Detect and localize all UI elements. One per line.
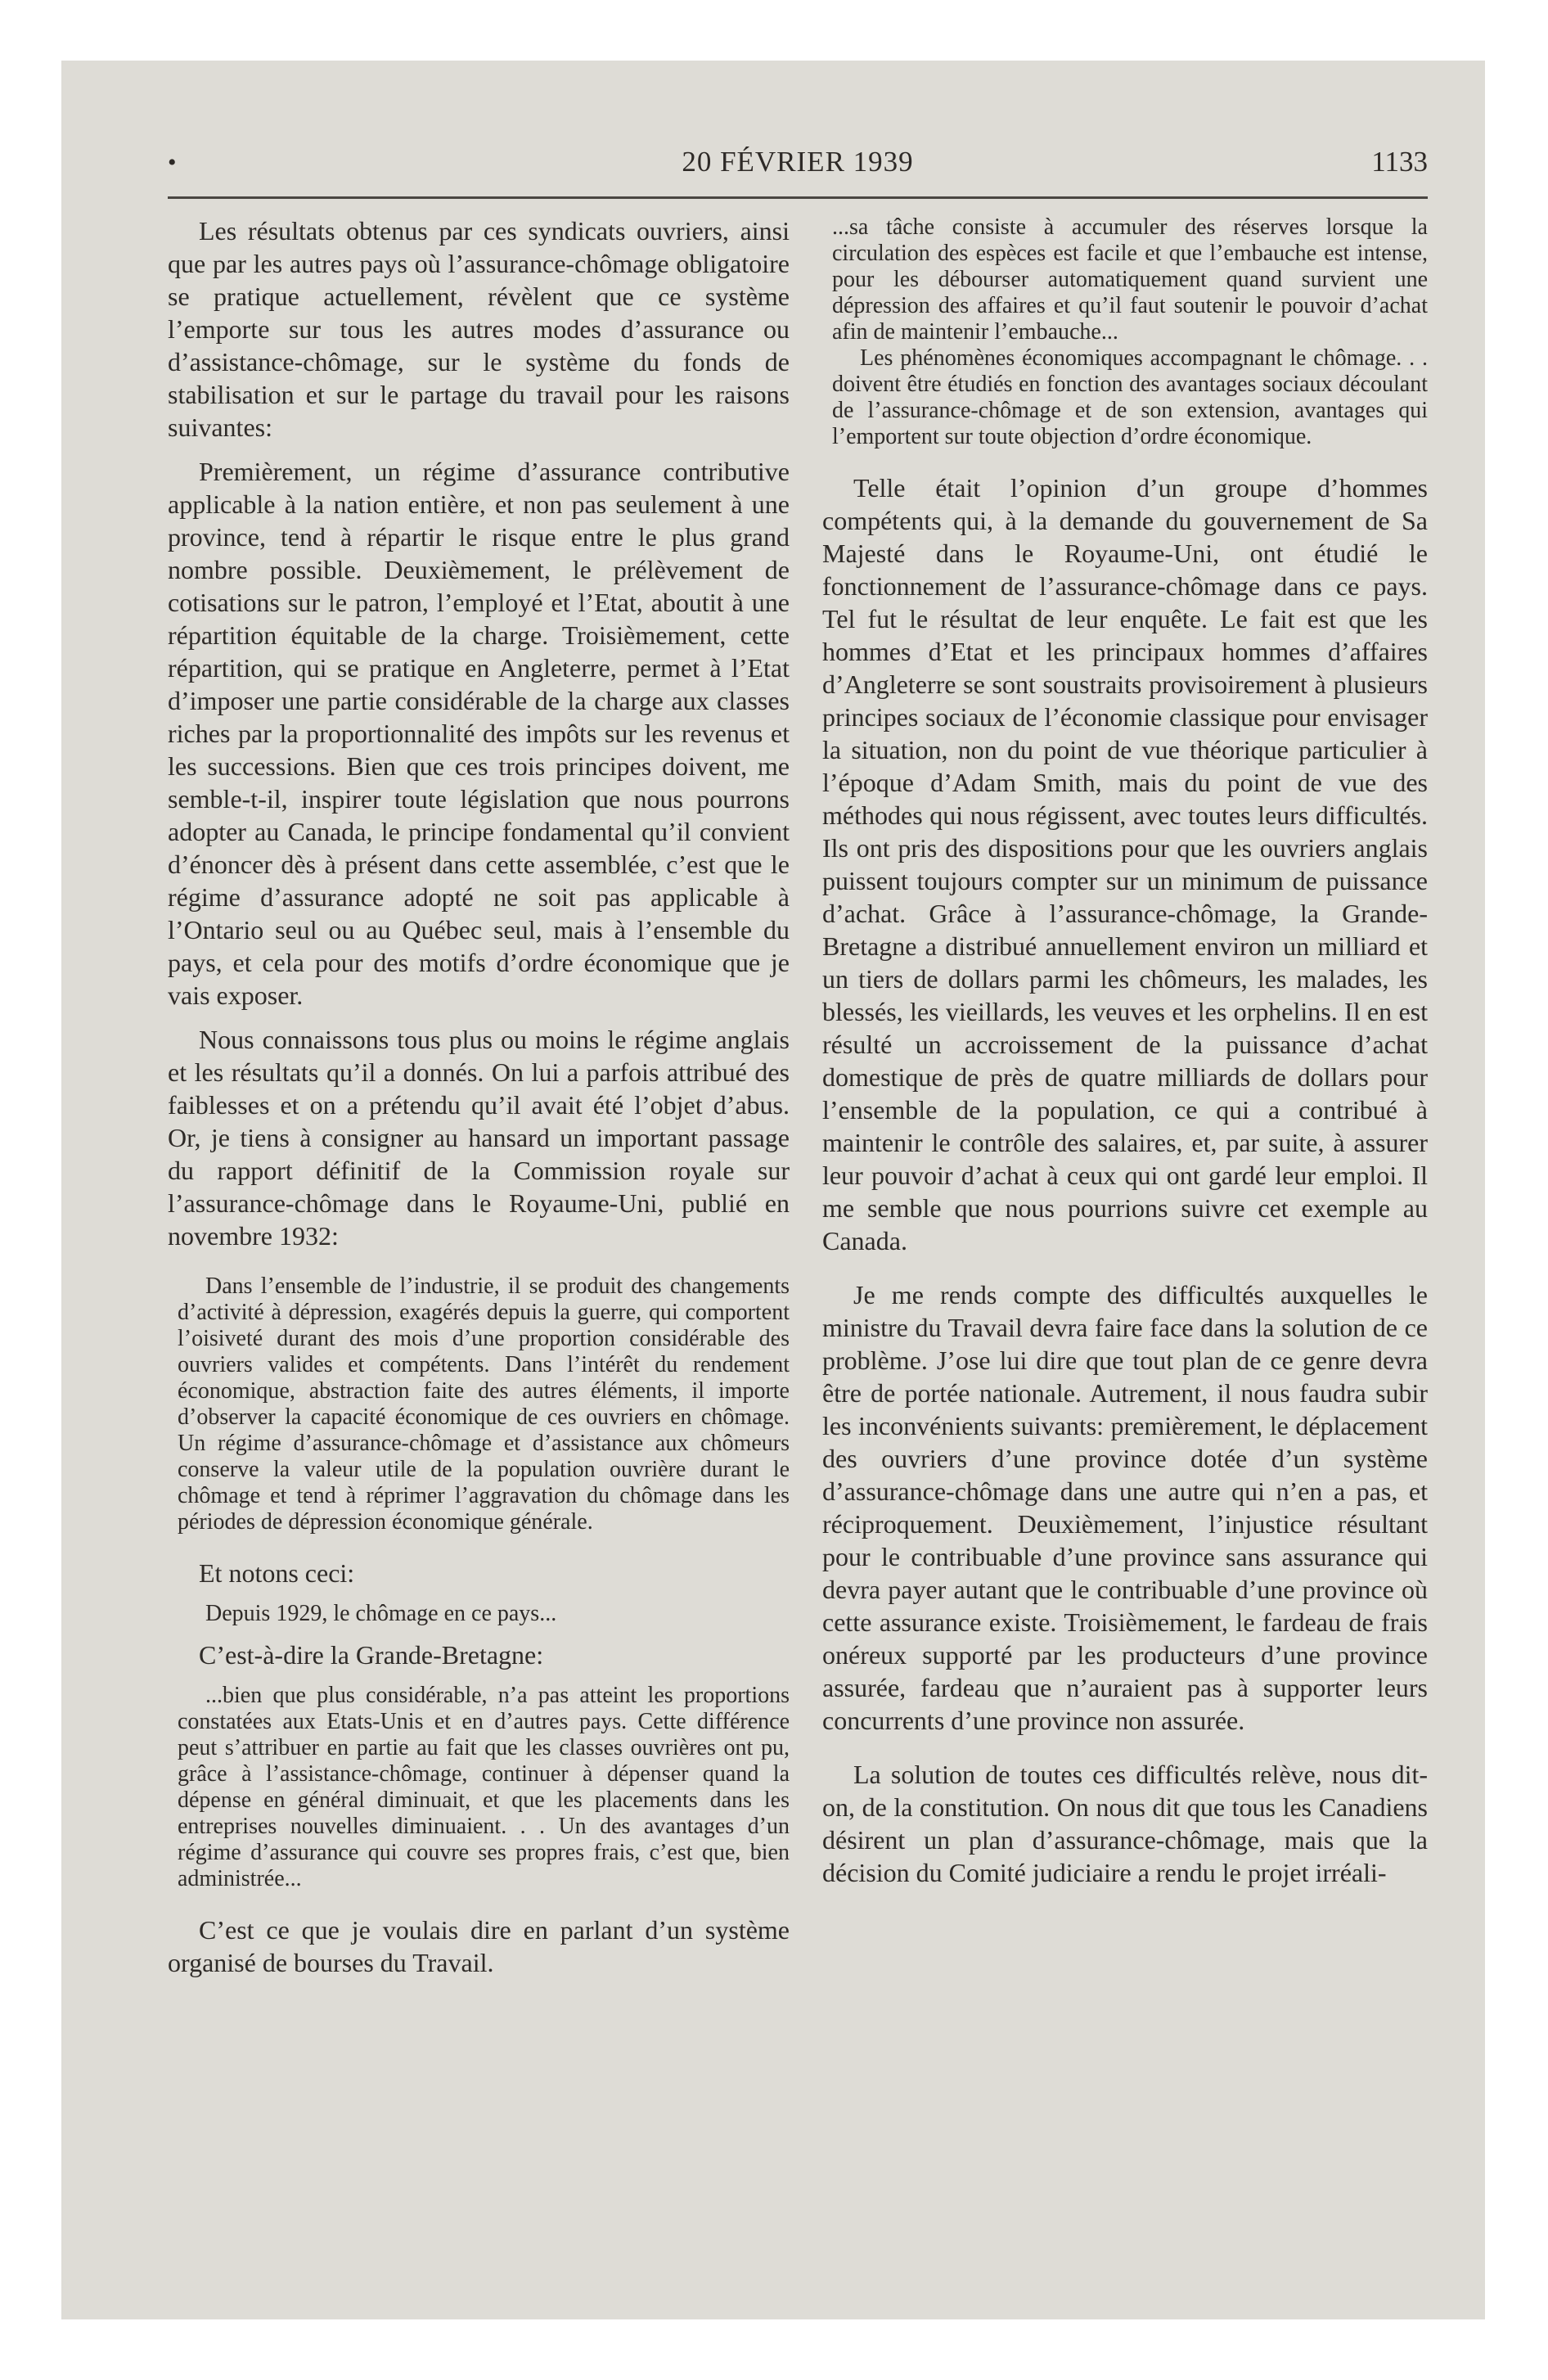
paragraph: Nous connaissons tous plus ou moins le régime anglais et les résultats qu’il a donnés. On lui a parfois attribué des faiblesses et on a prétendu qu’il avait été l’objet d’abus. Or, je tiens à consigner au hansard un important passage du rapport définitif de la Commission royale sur l’assurance-chômage dans le Royaume-Uni, publié en novembre 1932: <box>168 1025 790 1251</box>
page-number: 1133 <box>1371 146 1428 178</box>
right-column <box>822 214 1428 1889</box>
paragraph: C’est-à-dire la Grande-Bretagne: <box>199 1640 544 1670</box>
quoted-passage: Dans l’ensemble de l’industrie, il se produit des changements d’activité à dépression, exagérés depuis la guerre, qui comportent l’oisiveté durant des mois d’une proportion considérable des ouvriers valides et compétents. Dans l’intérêt du rendement économique, abstraction faite des autres éléments, il importe d’observer la capacité économique de ces ouvriers en chômage. Un régime d’assurance-chômage et d’assistance aux chômeurs conserve la valeur utile de la population ouvrière durant le chômage et tend à réprimer l’aggravation du chômage dans les périodes de dépression économique générale. <box>178 1273 790 1535</box>
paragraph: Premièrement, un régime d’assurance contributive applicable à la nation entière, et non pas seulement à une province, tend à répartir le risque entre le plus grand nombre possible. Deuxièmement, le prélèvement de cotisations sur le patron, l’employé et l’Etat, aboutit à une répartition équitable de la charge. Troisièmement, cette répartition, qui se pratique en Angleterre, permet à l’Etat d’imposer une partie considérable de la charge aux classes riches par la proportionnalité des impôts sur les revenus et les successions. Bien que ces trois principes doivent, me semble-t-il, inspirer toute législation que nous pourrons adopter au Canada, le principe fondamental qu’il convient d’énoncer dès à présent dans cette assemblée, c’est que le régime d’assurance adopté ne soit pas applicable à l’Ontario seul ou au Québec seul, mais à l’ensemble du pays, et cela pour des motifs d’ordre économique que je vais exposer. <box>168 457 790 1010</box>
quoted-passage: Depuis 1929, le chômage en ce pays... <box>205 1601 557 1626</box>
page-header <box>168 146 1428 187</box>
paragraph: Telle était l’opinion d’un groupe d’hommes compétents qui, à la demande du gouvernement de Sa Majesté dans le Royaume-Uni, ont étudié le fonctionnement de l’assurance-chômage dans ce pays. Tel fut le résultat de leur enquête. Le fait est que les hommes d’Etat et les principaux hommes d’affaires d’Angleterre se sont soustraits provisoirement à plusieurs principes sociaux de l’économie classique pour envisager la situation, non du point de vue théorique particulier à l’époque d’Adam Smith, mais du point de vue des méthodes qui nous régissent, avec toutes leurs difficultés. Ils ont pris des dispositions pour que les ouvriers anglais puissent toujours compter sur un minimum de puissance d’achat. Grâce à l’assurance-chômage, la Grande-Bretagne a distribué annuellement environ un milliard et un tiers de dollars parmi les chômeurs, les malades, les blessés, les vieillards, les veuves et les orphelins. Il en est résulté un accroissement de la puissance d’achat domestique de près de quatre milliards de dollars pour l’ensemble de la population, ce qui a contribué à maintenir le contrôle des salaires, et, par suite, à assurer leur pouvoir d’achat à ceux qui ont gardé leur emploi. Il me semble que nous pourrions suivre cet exemple au Canada. <box>822 473 1428 1255</box>
paragraph: C’est ce que je voulais dire en parlant d’un système organisé de bourses du Travail. <box>168 1915 790 1977</box>
quoted-passage: ...bien que plus considérable, n’a pas atteint les proportions constatées aux Etats-Unis et en d’autres pays. Cette différence peut s’attribuer en partie au fait que les classes ouvrières ont pu, grâce à l’assistance-chômage, continuer à dépenser quand la dépense en général diminuait, et que les placements dans les entreprises nouvelles diminuaient. . . Un des avantages d’un régime d’assurance qui couvre ses propres frais, c’est que, bien administrée... <box>178 1683 790 1891</box>
left-column <box>168 214 790 1979</box>
paragraph: Et notons ceci: <box>199 1558 355 1588</box>
paragraph: La solution de toutes ces difficultés relève, nous dit-on, de la constitution. On nous dit que tous les Canadiens désirent un plan d’assurance-chômage, mais que la décision du Comité judiciaire a rendu le projet irréali- <box>822 1760 1428 1887</box>
paragraph: Je me rends compte des difficultés auxquelles le ministre du Travail devra faire face dans la solution de ce problème. J’ose lui dire que tout plan de ce genre devra être de portée nationale. Autrement, il nous faudra subir les inconvénients suivants: premièrement, le déplacement des ouvriers d’une province dotée d’un système d’assurance-chômage dans une autre qui n’en a pas, et réciproquement. Deuxièmement, l’injustice résultant pour le contribuable d’une province sans assurance qui devra payer autant que le contribuable d’une province où cette assurance existe. Troisièmement, le fardeau de frais onéreux supporté par les producteurs d’une province assurée, fardeau que n’auraient pas à supporter leurs concurrents d’une province non assurée. <box>822 1280 1428 1735</box>
quoted-passage: ...sa tâche consiste à accumuler des réserves lorsque la circulation des espèces est facile et que l’embauche est intense, pour les débourser automatiquement quand survient une dépression des affaires et qu’il faut soutenir le pouvoir d’achat afin de maintenir l’embauche... <box>832 214 1428 345</box>
header-rule <box>168 196 1428 199</box>
header-date: 20 FÉVRIER 1939 <box>682 146 914 178</box>
paragraph: Les résultats obtenus par ces syndicats ouvriers, ainsi que par les autres pays où l’assurance-chômage obligatoire se pratique actuellement, révèlent que ce système l’emporte sur tous les autres modes d’assurance ou d’assistance-chômage, sur le système du fonds de stabilisation et sur le partage du travail pour les raisons suivantes: <box>168 216 790 442</box>
quoted-passage: Les phénomènes économiques accompagnant le chômage. . . doivent être étudiés en fonction des avantages sociaux découlant de l’assurance-chômage et de son extension, avantages qui l’emportent sur toute objection d’ordre économique. <box>832 345 1428 449</box>
header-bullet: • <box>168 149 177 176</box>
